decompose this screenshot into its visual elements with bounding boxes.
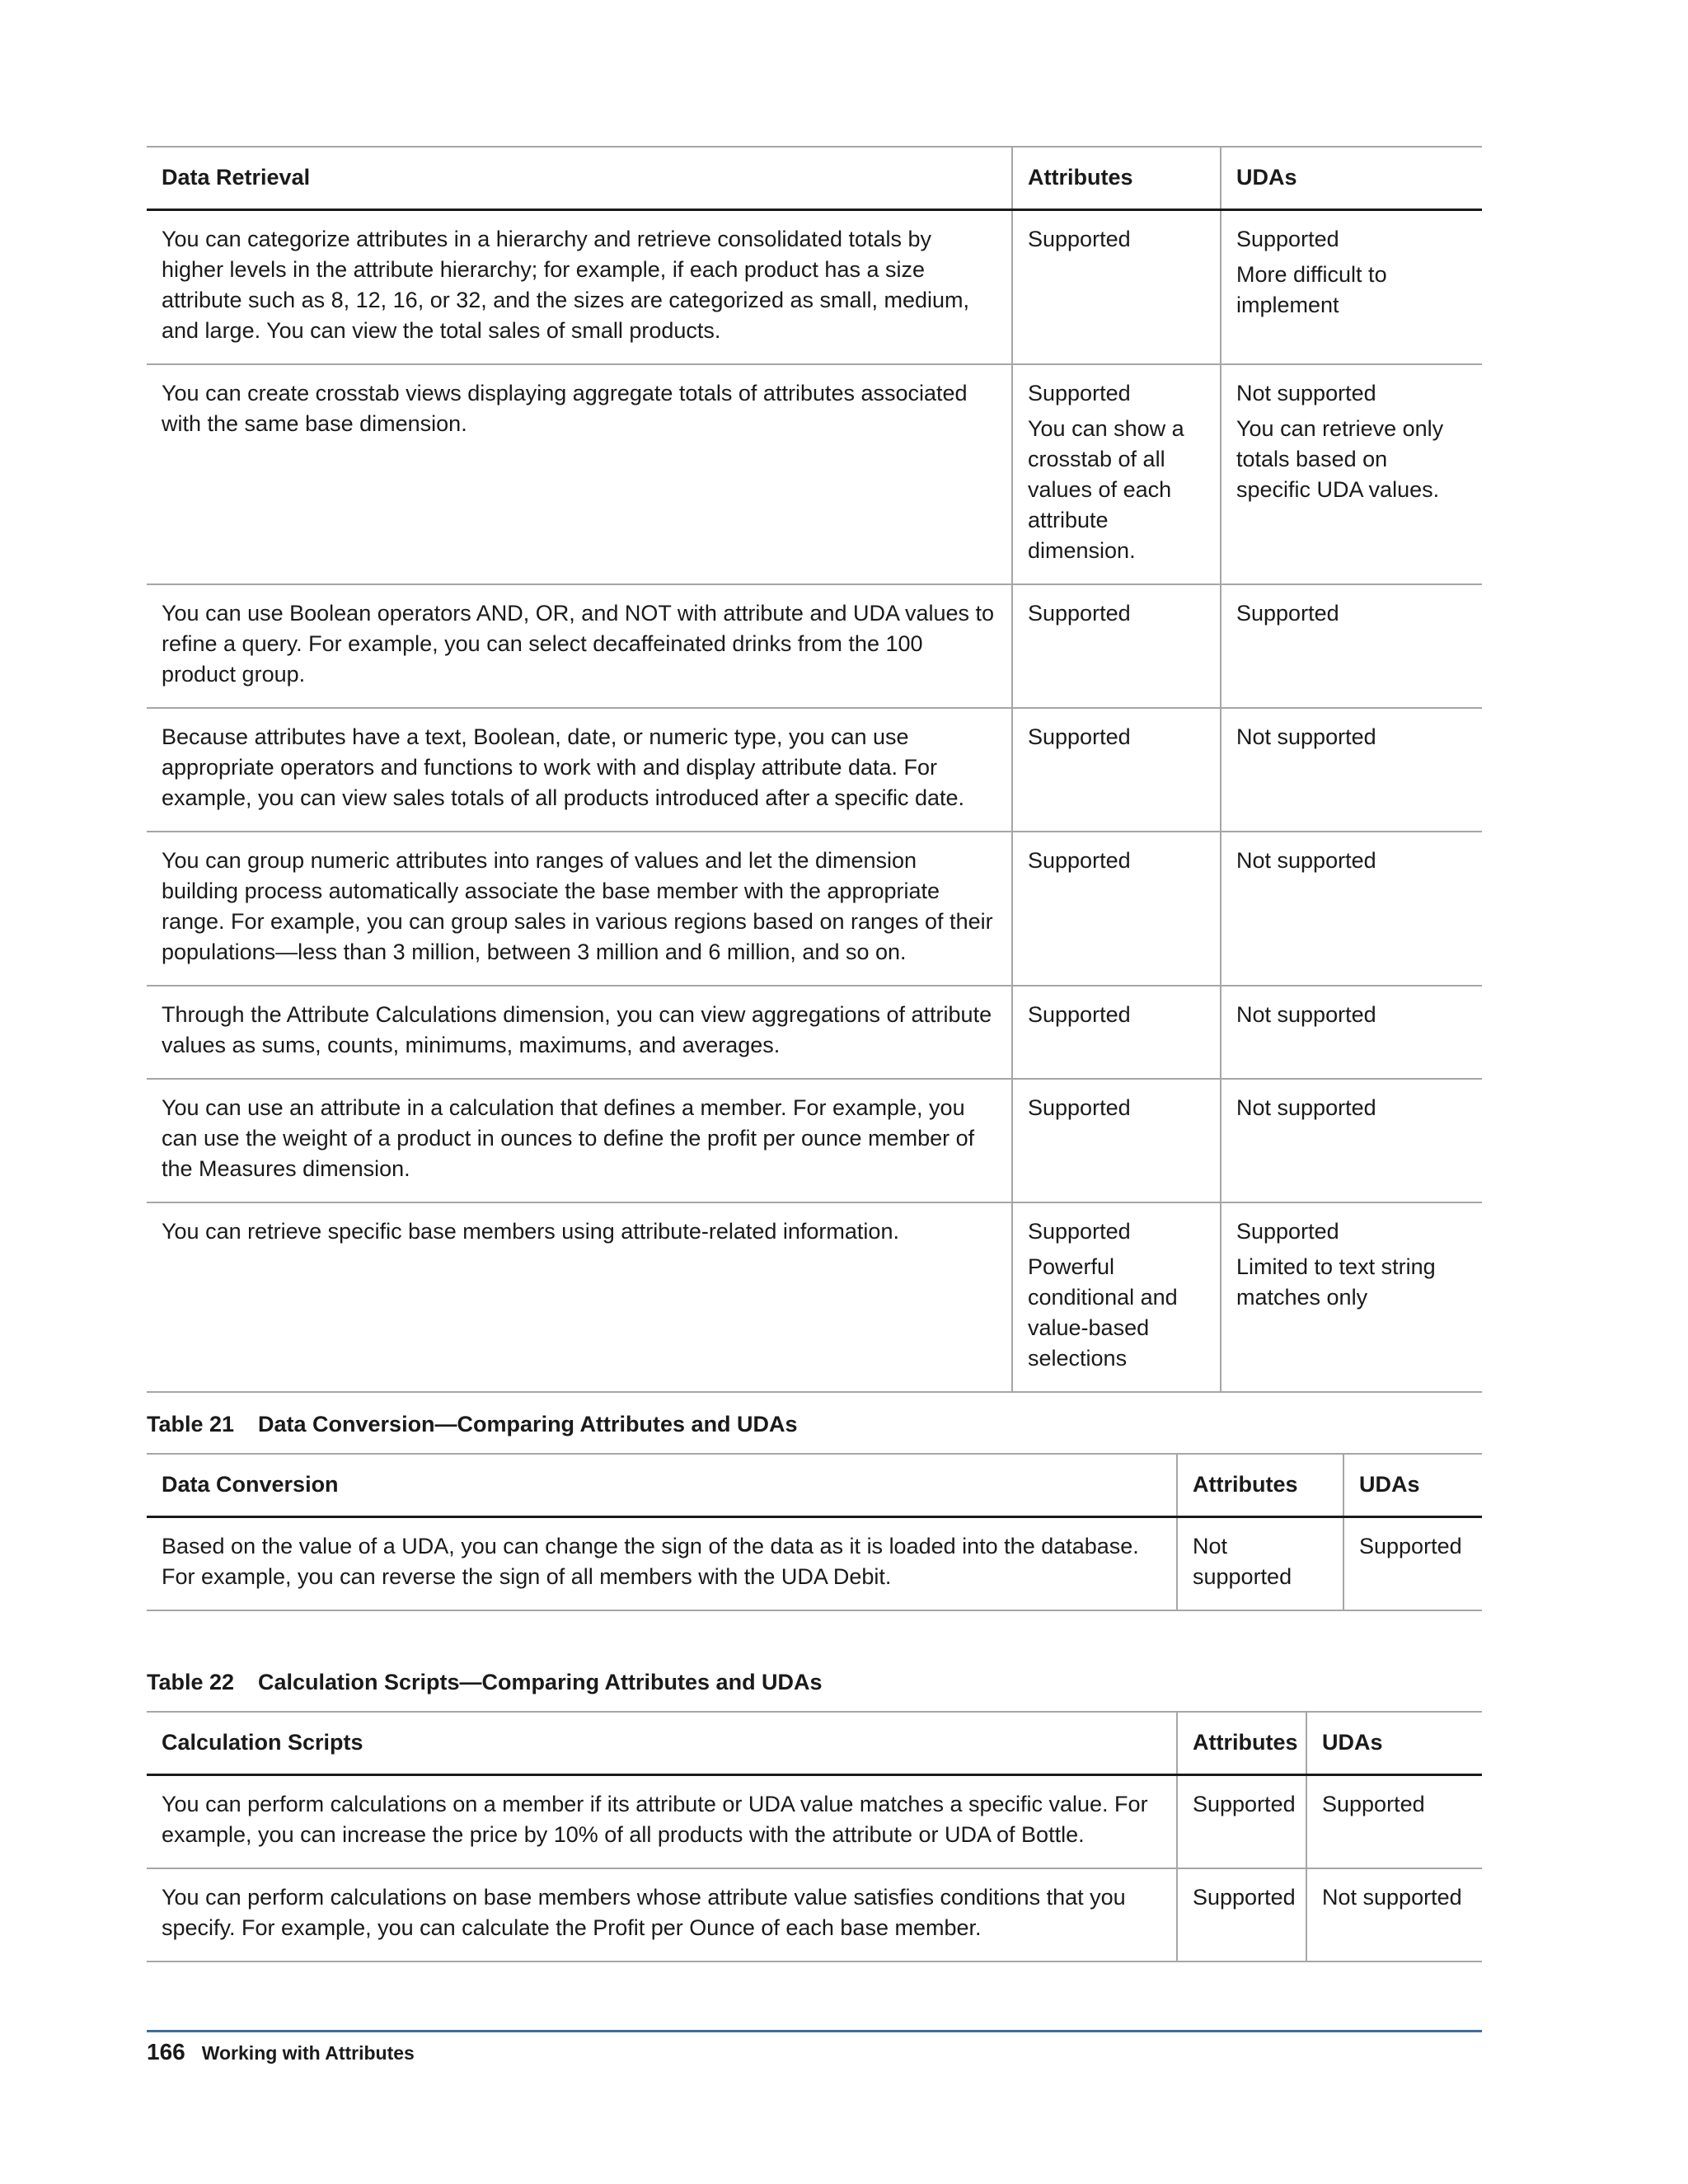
attributes-cell (1012, 364, 1221, 584)
feature-cell: You can use an attribute in a calculation that defines a member. For example, you can use the weight of a product in ounces to define the profit per ounce member of the Measures dimension. (147, 1079, 1012, 1202)
support-status: Supported (1028, 724, 1131, 749)
caption-title: Data Conversion—Comparing Attributes and UDAs (258, 1412, 798, 1436)
table-row (147, 1517, 1482, 1611)
table-header-row (147, 1454, 1482, 1517)
udas-cell (1221, 986, 1482, 1079)
support-status: Supported (1028, 601, 1131, 626)
attributes-cell (1012, 1202, 1221, 1392)
table-row (147, 1775, 1482, 1869)
udas-cell (1221, 364, 1482, 584)
support-status: Not supported (1236, 1002, 1376, 1027)
attributes-cell (1177, 1517, 1343, 1611)
feature-cell: Through the Attribute Calculations dimension, you can view aggregations of attribute values as sums, counts, minimums, maximums, and averages. (147, 986, 1012, 1079)
udas-cell (1306, 1775, 1482, 1869)
feature-cell: You can perform calculations on base members whose attribute value satisfies conditions that you specify. For example, you can calculate the Profit per Ounce of each base member. (147, 1868, 1177, 1961)
support-status: Supported (1236, 601, 1339, 626)
support-status: Supported (1028, 848, 1131, 873)
footer-rule (147, 2030, 1482, 2032)
caption-number: Table 22 (147, 1670, 235, 1694)
udas-cell (1221, 832, 1482, 986)
header-udas: UDAs (1306, 1712, 1482, 1775)
attributes-cell (1012, 1079, 1221, 1202)
table-header-row (147, 1712, 1482, 1775)
attributes-cell (1177, 1775, 1306, 1869)
udas-cell (1343, 1517, 1482, 1611)
data-retrieval-table (147, 146, 1482, 1393)
table-row (147, 1079, 1482, 1202)
table-row (147, 708, 1482, 832)
attributes-cell (1012, 832, 1221, 986)
header-attributes: Attributes (1177, 1712, 1306, 1775)
support-status: Supported (1236, 227, 1339, 251)
udas-cell (1221, 584, 1482, 708)
page-footer (147, 2039, 415, 2065)
feature-cell: You can categorize attributes in a hierarchy and retrieve consolidated totals by higher levels in the attribute hierarchy; for example, if each product has a size attribute such as 8, 12, 16, or 32, and the sizes are categorized as small, medium, and large. You can view the total sales of small products. (147, 210, 1012, 365)
data-conversion-table (147, 1453, 1482, 1611)
attributes-cell (1012, 210, 1221, 365)
header-calculation-scripts: Calculation Scripts (147, 1712, 1177, 1775)
table-row (147, 986, 1482, 1079)
udas-cell (1306, 1868, 1482, 1961)
udas-cell (1221, 708, 1482, 832)
support-note: Powerful conditional and value-based selections (1028, 1254, 1178, 1371)
table-row (147, 584, 1482, 708)
support-note: More difficult to implement (1236, 262, 1387, 317)
feature-cell: You can group numeric attributes into ranges of values and let the dimension building process automatically associate the base member with the appropriate range. For example, you can group sales in various regions based on ranges of their populations—less than 3 million, between 3 million and 6 million, and so on. (147, 832, 1012, 986)
attributes-cell (1012, 584, 1221, 708)
feature-cell: Because attributes have a text, Boolean, date, or numeric type, you can use appropriate operators and functions to work with and display attribute data. For example, you can view sales totals of all products introduced after a specific date. (147, 708, 1012, 832)
udas-cell (1221, 210, 1482, 365)
udas-cell (1221, 1202, 1482, 1392)
udas-cell (1221, 1079, 1482, 1202)
feature-cell: You can create crosstab views displaying aggregate totals of attributes associated with the same base dimension. (147, 364, 1012, 584)
header-attributes: Attributes (1177, 1454, 1343, 1517)
feature-cell: Based on the value of a UDA, you can change the sign of the data as it is loaded into the database. For example, you can reverse the sign of all members with the UDA Debit. (147, 1517, 1177, 1611)
table-row (147, 364, 1482, 584)
caption-number: Table 21 (147, 1412, 235, 1436)
support-status: Supported (1028, 227, 1131, 251)
support-status: Supported (1359, 1534, 1462, 1558)
table-header-row (147, 147, 1482, 210)
support-status: Supported (1236, 1219, 1339, 1244)
table-row (147, 832, 1482, 986)
support-status: Not supported (1236, 848, 1376, 873)
support-status: Not supported (1322, 1885, 1462, 1910)
section-title: Working with Attributes (201, 2042, 415, 2064)
attributes-cell (1177, 1868, 1306, 1961)
support-status: Not supported (1236, 1095, 1376, 1120)
support-status: Supported (1193, 1885, 1296, 1910)
support-status: Supported (1322, 1792, 1425, 1816)
table-row (147, 210, 1482, 365)
support-note: You can retrieve only totals based on specific UDA values. (1236, 416, 1444, 502)
support-status: Not supported (1193, 1534, 1292, 1589)
support-status: Supported (1028, 381, 1131, 405)
support-note: Limited to text string matches only (1236, 1254, 1436, 1310)
table-21-caption (147, 1410, 798, 1438)
header-data-retrieval: Data Retrieval (147, 147, 1012, 210)
page-number: 166 (147, 2039, 185, 2064)
header-data-conversion: Data Conversion (147, 1454, 1177, 1517)
table-22-caption (147, 1668, 823, 1696)
feature-cell: You can use Boolean operators AND, OR, and NOT with attribute and UDA values to refine a query. For example, you can select decaffeinated drinks from the 100 product group. (147, 584, 1012, 708)
header-udas: UDAs (1343, 1454, 1482, 1517)
support-status: Supported (1028, 1219, 1131, 1244)
attributes-cell (1012, 708, 1221, 832)
calculation-scripts-table (147, 1711, 1482, 1962)
support-status: Not supported (1236, 724, 1376, 749)
support-status: Not supported (1236, 381, 1376, 405)
header-udas: UDAs (1221, 147, 1482, 210)
table-row (147, 1202, 1482, 1392)
table-row (147, 1868, 1482, 1961)
feature-cell: You can perform calculations on a member if its attribute or UDA value matches a specific value. For example, you can increase the price by 10% of all products with the attribute or UDA of Bottle. (147, 1775, 1177, 1869)
feature-cell: You can retrieve specific base members using attribute-related information. (147, 1202, 1012, 1392)
caption-title: Calculation Scripts—Comparing Attributes and UDAs (258, 1670, 823, 1694)
support-status: Supported (1193, 1792, 1296, 1816)
header-attributes: Attributes (1012, 147, 1221, 210)
attributes-cell (1012, 986, 1221, 1079)
support-status: Supported (1028, 1002, 1131, 1027)
support-status: Supported (1028, 1095, 1131, 1120)
support-note: You can show a crosstab of all values of each attribute dimension. (1028, 416, 1184, 563)
